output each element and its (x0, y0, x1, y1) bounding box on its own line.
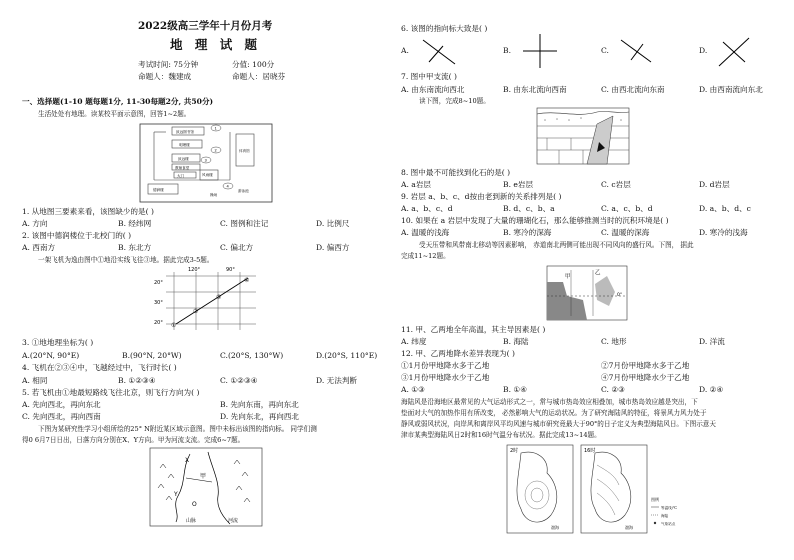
wind-map (547, 266, 627, 320)
intro-q13-14-line1: 海陆风是沿海地区最常见的大气运动形式之一，常与城市热岛效应相叠加，城市热岛效应越是突出，下 (401, 398, 698, 406)
map-label-y: Y (174, 491, 178, 498)
map-label: 4 (226, 184, 229, 189)
q7-option-d: D. 由西南流向东北 (699, 85, 763, 94)
subject-title: 地 理 试 题 (170, 37, 262, 52)
q9-option-c: C. a、c、b、d (601, 204, 653, 213)
q3-option-a: A.(20°N, 90°E) (22, 351, 80, 360)
lon-label: 90° (226, 267, 235, 273)
q3-option-b: B.(90°N, 20°W) (122, 351, 182, 360)
q7-stem: 7. 图中甲支流( ) (401, 72, 457, 81)
valley-map (150, 448, 262, 526)
q9-option-b: B. d、c、b、a (503, 204, 555, 213)
map-label: 3 (204, 158, 207, 163)
map-label-16h: 16时 (584, 448, 596, 454)
q11-stem: 11. 甲、乙两地全年高温，其主导因素是( ) (401, 325, 546, 334)
q12-item-3: ③1月份甲地降水少于乙地 (401, 373, 490, 382)
school-map (140, 124, 272, 202)
intro-q11-12-line1: 受天压带和风带南北移动等因素影响， 赤道南北两侧可能出现不同风向的盛行风。下图， 据此 (419, 241, 694, 249)
map-label: 2 (214, 148, 217, 153)
map-label-2h: 2时 (510, 448, 519, 454)
point-label: ① (171, 322, 177, 329)
map-label: 致远楼 (178, 157, 189, 161)
q4-option-c: C. ①②③④ (220, 376, 258, 385)
proposer-1: 命题人：魏建成 (138, 72, 192, 81)
lon-label: 120° (188, 267, 201, 273)
q4-option-b: B. ①②③④ (118, 376, 156, 385)
rock-strata-diagram (537, 108, 629, 164)
q12-option-b: B. ①④ (503, 385, 528, 394)
q3-option-d: D.(20°S, 110°E) (316, 351, 378, 360)
q2-option-b: B. 东北方 (118, 243, 152, 252)
q10-stem: 10. 如果在 a 岩层中发现了大量的珊瑚化石，那么能够推测当时的沉积环境是( ) (401, 216, 669, 225)
map-label: 风雨楼 (202, 173, 213, 177)
intro-q1-2: 生活处处有地理。读某校平面示意图，回答1~2题。 (38, 110, 191, 118)
q1-option-d: D. 比例尺 (316, 219, 350, 228)
q12-option-a: A. ①③ (401, 385, 425, 394)
map-label-jia: 甲 (565, 274, 571, 280)
section-heading: 一、选择题(1-10 题每题1分, 11-30每题2分, 共50分) (22, 97, 214, 106)
q2-option-c: C. 偏北方 (220, 243, 254, 252)
q6-option-b: B. (503, 46, 511, 55)
intro-q13-14-line2: 垫面对大气的加热作用有所改变， 必然影响大气的运动状况。为了研究海陆风的特征，将景风力风力处于 (401, 409, 707, 417)
q1-stem: 1. 从地图三要素来看，该图缺少的是( ) (22, 207, 154, 216)
legend-station: 气象站点 (661, 522, 676, 526)
q1-option-a: A. 方向 (22, 219, 48, 228)
map-label: 1 (214, 126, 217, 131)
q3-stem: 3. ①地地理坐标为( ) (22, 338, 94, 347)
q5-stem: 5. 若飞机由①地最短路线飞往北京，则飞行方向为( ) (22, 388, 200, 397)
compass-c (619, 36, 653, 66)
lat-label: 20° (154, 280, 163, 286)
q5-option-d: D. 先向东北，再向西北 (220, 412, 299, 421)
q8-option-b: B. e岩层 (503, 180, 534, 189)
q10-option-d: D. 寒冷的浅海 (699, 228, 748, 237)
legend-coast: 海陆 (661, 514, 669, 518)
q5-option-c: C. 先向西北，再向西南 (22, 412, 101, 421)
q11-option-d: D. 洋流 (699, 337, 725, 346)
intro-q11-12-line2: 完成11~12题。 (401, 252, 450, 260)
q6-option-c: C. (601, 46, 609, 55)
intro-q8-10: 读下图，完成8~10题。 (419, 97, 490, 105)
exam-title: 2022级高三学年十月份月考 (138, 20, 273, 32)
map-label-o: O (192, 501, 197, 508)
lat-label: 30° (154, 300, 163, 306)
map-label: 操场 (210, 193, 218, 197)
map-label-sea-left: 渤海 (551, 525, 559, 530)
q12-item-2: ②7月份甲地降水多于乙地 (601, 361, 690, 370)
map-label-yi: 乙 (595, 270, 601, 276)
q2-option-d: D. 偏西方 (316, 243, 350, 252)
q12-option-d: D. ②④ (699, 385, 724, 394)
flight-grid-map (154, 267, 262, 338)
exam-score: 分值: 100分 (232, 60, 275, 69)
map-label-equator: 0° (617, 293, 623, 298)
q1-option-b: B. 经纬网 (118, 219, 152, 228)
map-label-x: X (185, 457, 190, 464)
q11-option-b: B. 海陆 (503, 337, 529, 346)
intro-q6-7-line2: 得0 6月7日日出，日落方向分别在X、Y方向。甲为河流支流。完成6~7题。 (22, 436, 245, 444)
map-label: 致远图书馆 (176, 130, 194, 134)
q1-option-c: C. 图例和注记 (220, 219, 269, 228)
q7-option-a: A. 由东南流向西北 (401, 85, 465, 94)
point-label: ④ (244, 277, 250, 284)
map-label: 体育馆 (239, 149, 250, 153)
q4-option-d: D. 无法判断 (316, 376, 358, 385)
map-label: 大门 (177, 174, 185, 178)
q8-option-c: C. c岩层 (601, 180, 631, 189)
q8-option-a: A. a岩层 (401, 180, 432, 189)
q11-option-c: C. 地形 (601, 337, 627, 346)
q4-option-a: A. 相同 (22, 376, 48, 385)
intro-q6-7-line1: 下图为某研究性学习小组所绘的25° N附近某区域示意图。图中未标出该图的指向标。 同学们测 (38, 425, 317, 433)
q12-item-1: ①1月份甲地降水多于乙地 (401, 361, 490, 370)
q8-option-d: D. d岩层 (699, 180, 730, 189)
q10-option-b: B. 寒冷的深海 (503, 228, 552, 237)
compass-a (421, 36, 457, 68)
q10-option-c: C. 温暖的深海 (601, 228, 650, 237)
map-label-tributary: 甲 (200, 473, 207, 480)
q5-option-b: B. 先向东南，再向东北 (220, 400, 299, 409)
q11-option-a: A. 纬度 (401, 337, 427, 346)
q8-stem: 8. 图中最不可能找到化石的是( ) (401, 168, 511, 177)
q5-option-a: A. 先向西北，再向东北 (22, 400, 101, 409)
map-label: 教师食堂 (175, 166, 190, 170)
q9-option-a: A. a、b、c、d (401, 204, 453, 213)
compass-b (523, 34, 557, 68)
q12-item-4: ④7月份甲地降水少于乙地 (601, 373, 690, 382)
q3-option-c: C.(20°S, 130°W) (220, 351, 284, 360)
q7-option-b: B. 由东北流向西南 (503, 85, 567, 94)
legend-isotherm: 等温线/℃ (661, 506, 678, 510)
map-label-sea-right: 渤海 (625, 525, 633, 530)
q7-option-c: C. 由西北流向东南 (601, 85, 665, 94)
right-column (397, 0, 794, 560)
legend-title: 图例 (651, 497, 659, 502)
compass-d (717, 36, 751, 68)
intro-q3-5: 一架飞机为逸由图中①地沿实线飞往③地。据此完成3-5题。 (38, 256, 214, 264)
map-label: 游泳池 (238, 189, 249, 193)
legend-river: 河流 (228, 518, 239, 524)
q9-stem: 9. 岩层 a、b、c、d按由老到新的关系排列是( ) (401, 192, 562, 201)
intro-q13-14-line3: 静风或弱风状况，向岸风和离岸风平均风速与城市研究竟最大于90°的日子定义为典型海陆风日。下图示意天 (401, 420, 716, 428)
intro-q13-14-line4: 津市某典型海陆风日2时和16时气温分布状况。据此完成13~14题。 (401, 431, 601, 439)
proposer-2: 命题人：居晓芬 (232, 72, 286, 81)
temperature-maps (507, 445, 691, 535)
q6-option-d: D. (699, 46, 708, 55)
q12-option-c: C. ②③ (601, 385, 625, 394)
q4-stem: 4. 飞机在②③④中，飞越经过中，飞行时长( ) (22, 363, 177, 372)
legend-mountain: 山脉 (186, 518, 197, 524)
map-label: 德润楼 (153, 188, 164, 192)
point-label: ② (193, 308, 199, 315)
q2-stem: 2. 该图中德润楼位于北校门的( ) (22, 231, 132, 240)
exam-time: 考试时间: 75分钟 (138, 60, 199, 69)
q6-stem: 6. 该图的指向标大致是( ) (401, 24, 488, 33)
q2-option-a: A. 西南方 (22, 243, 56, 252)
q10-option-a: A. 温暖的浅海 (401, 228, 450, 237)
q6-option-a: A. (401, 46, 409, 55)
point-label: ③ (216, 294, 222, 301)
q9-option-d: D. a、b、d、c (699, 204, 751, 213)
map-label: 明理楼 (179, 143, 190, 147)
q12-stem: 12. 甲、乙两地降水差异表现为( ) (401, 349, 515, 358)
lat-label: 20° (154, 320, 163, 326)
